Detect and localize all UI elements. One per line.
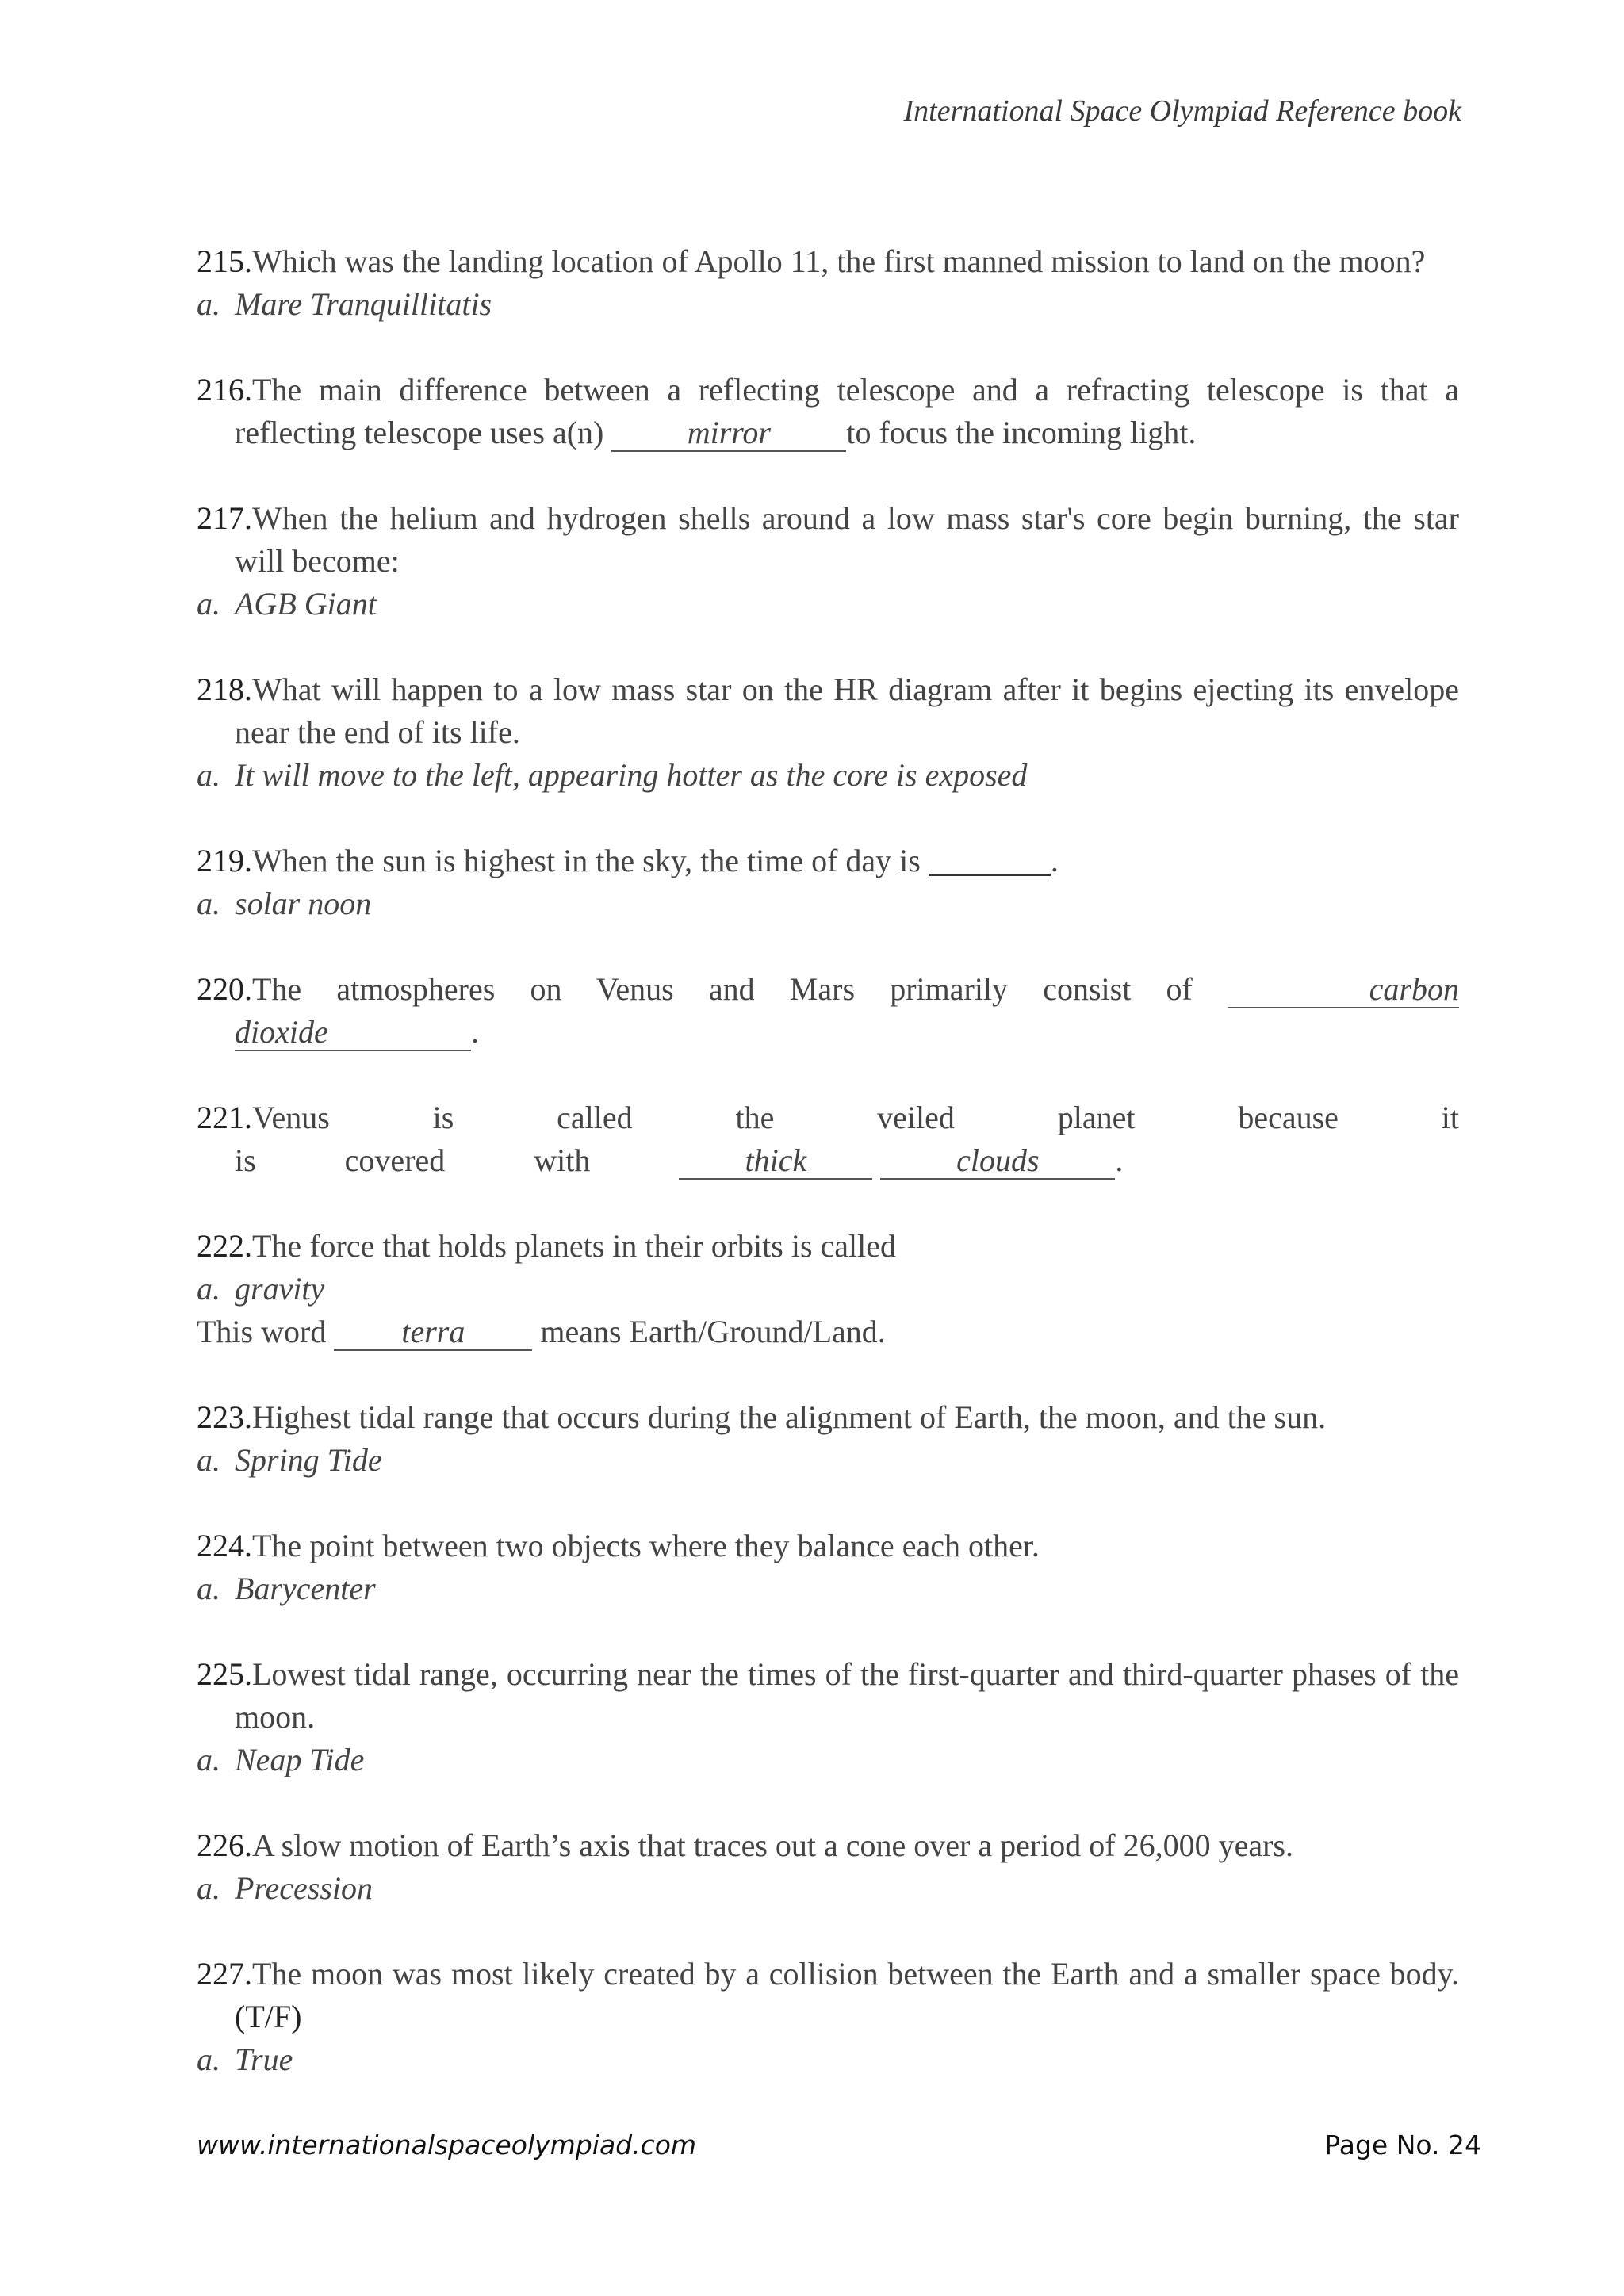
answer-label: a. — [197, 586, 220, 622]
question-text: Venus is called the veiled planet because it is covered with — [235, 1100, 1459, 1178]
question-217 — [197, 497, 1459, 583]
question-224 — [197, 1525, 1459, 1567]
question-227 — [197, 1953, 1459, 2038]
question-number: 220. — [197, 971, 252, 1007]
answer-text: Spring Tide — [235, 1442, 382, 1478]
question-text: The point between two objects where they balance each other. — [252, 1528, 1040, 1563]
answer-218 — [197, 754, 1459, 797]
question-218 — [197, 668, 1459, 754]
question-text: A slow motion of Earth’s axis that traces out a cone over a period of 26,000 years. — [252, 1827, 1293, 1863]
extra-text: means Earth/Ground/Land. — [532, 1314, 886, 1349]
answer-label: a. — [197, 1571, 220, 1606]
answer-text: Mare Tranquillitatis — [235, 286, 492, 322]
answer-label: a. — [197, 2042, 220, 2077]
question-226 — [197, 1824, 1459, 1867]
answer-text: gravity — [235, 1271, 325, 1307]
answer-label: a. — [197, 1442, 220, 1478]
question-text: The moon was most likely created by a collision between the Earth and a smaller space body. — [252, 1956, 1459, 1992]
question-number: 217. — [197, 500, 252, 536]
question-text: The force that holds planets in their orbits is called — [252, 1228, 896, 1264]
answer-text: AGB Giant — [235, 586, 377, 622]
answer-label: a. — [197, 1742, 220, 1777]
answer-215 — [197, 283, 1459, 326]
fill-in-answer: carbon — [1228, 972, 1459, 1008]
question-text: Highest tidal range that occurs during the alignment of Earth, the moon, and the sun. — [252, 1399, 1327, 1435]
answer-222 — [197, 1268, 1459, 1311]
answer-label: a. — [197, 886, 220, 921]
question-text: Which was the landing location of Apollo 11, the first manned mission to land on the moon? — [252, 243, 1426, 279]
question-216 — [197, 369, 1459, 454]
answer-label: a. — [197, 757, 220, 793]
question-number: 223. — [197, 1399, 252, 1435]
question-223 — [197, 1396, 1459, 1439]
question-text: Lowest tidal range, occurring near the times of the first-quarter and third-quarter phases of the moon. — [235, 1656, 1459, 1735]
answer-text: It will move to the left, appearing hotter as the core is exposed — [235, 757, 1028, 793]
answer-219 — [197, 882, 1459, 925]
answer-label: a. — [197, 1870, 220, 1906]
question-text: When the sun is highest in the sky, the time of day is — [252, 843, 929, 878]
answer-text: Barycenter — [235, 1571, 376, 1606]
question-text: The main difference between a reflecting telescope and a refracting telescope is that a reflecting telescope uses a(n) — [235, 372, 1459, 450]
footer-website: www.internationalspaceolympiad.com — [197, 2130, 697, 2160]
answer-223 — [197, 1439, 1459, 1482]
question-text: When the helium and hydrogen shells around a low mass star's core begin burning, the star will become: — [235, 500, 1459, 579]
question-number: 227. — [197, 1956, 252, 1992]
fill-in-answer: terra — [334, 1314, 532, 1351]
answer-224 — [197, 1567, 1459, 1610]
answer-label: a. — [197, 1271, 220, 1307]
answer-227 — [197, 2038, 1459, 2081]
answer-label: a. — [197, 286, 220, 322]
question-list — [197, 240, 1459, 2081]
answer-text: Precession — [235, 1870, 373, 1906]
question-text: The atmospheres on Venus and Mars primarily consist of — [252, 971, 1228, 1007]
question-220 — [197, 968, 1459, 1054]
answer-text: solar noon — [235, 886, 372, 921]
question-text: . — [471, 1014, 479, 1050]
extra-question-222 — [197, 1311, 1459, 1353]
question-text: . — [1050, 843, 1059, 878]
question-number: 215. — [197, 243, 252, 279]
question-text: . — [1115, 1142, 1124, 1178]
question-text: to focus the incoming light. — [846, 415, 1197, 450]
question-number: 218. — [197, 672, 252, 707]
answer-blank — [929, 842, 1051, 876]
question-219 — [197, 840, 1459, 882]
question-number: 219. — [197, 843, 252, 878]
question-222 — [197, 1225, 1459, 1268]
extra-text: This word — [197, 1314, 335, 1349]
fill-in-answer: clouds — [880, 1143, 1115, 1180]
answer-225 — [197, 1739, 1459, 1781]
question-number: 221. — [197, 1100, 252, 1135]
footer-page-number: Page No. 24 — [1324, 2130, 1481, 2160]
question-221 — [197, 1096, 1459, 1182]
answer-text: True — [235, 2042, 293, 2077]
question-number: 225. — [197, 1656, 252, 1692]
page-header-title: International Space Olympiad Reference book — [903, 94, 1461, 128]
fill-in-answer: thick — [679, 1143, 872, 1180]
answer-217 — [197, 583, 1459, 626]
question-number: 226. — [197, 1827, 252, 1863]
question-215 — [197, 240, 1459, 283]
question-225 — [197, 1653, 1459, 1739]
answer-226 — [197, 1867, 1459, 1910]
question-text: What will happen to a low mass star on the HR diagram after it begins ejecting its envelope near the end of its life. — [235, 672, 1459, 750]
question-number: 224. — [197, 1528, 252, 1563]
fill-in-answer: dioxide — [235, 1015, 471, 1051]
fill-in-answer: mirror — [611, 415, 846, 452]
question-number: 216. — [197, 372, 252, 408]
true-false-marker: (T/F) — [235, 1999, 302, 2034]
answer-text: Neap Tide — [235, 1742, 365, 1777]
question-number: 222. — [197, 1228, 252, 1264]
